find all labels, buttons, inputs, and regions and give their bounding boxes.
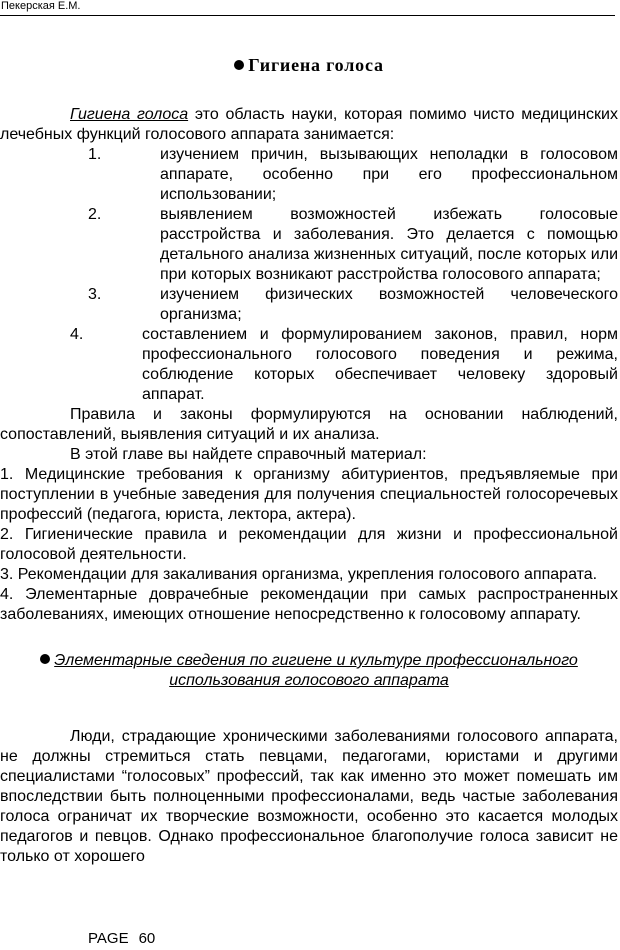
list-item-text: изучением физических возможностей человеческого организма; (160, 286, 618, 323)
subsection-title-line1: Элементарные сведения по гигиене и культуре профессионального (54, 652, 578, 669)
rules-paragraph: Правила и законы формулируются на основании наблюдений, сопоставлений, выявления ситуаций и их анализа. (0, 406, 618, 443)
list-item-number: 3. (88, 286, 102, 303)
intro-term: Гигиена голоса (70, 106, 189, 123)
header-author: Пекерская Е.М. (1, 0, 81, 12)
material-item: 2. Гигиенические правила и рекомендации для жизни и профессиональной голосовой деятельности. (0, 526, 618, 563)
page-label: PAGE (88, 930, 129, 947)
list-item (0, 145, 618, 205)
list-item (0, 285, 618, 325)
list-item (0, 325, 618, 405)
page-content (0, 55, 618, 867)
material-item: 3. Рекомендации для закаливания организма, укрепления голосового аппарата. (0, 566, 598, 583)
list-item-number: 1. (88, 146, 102, 163)
list-item-text: изучением причин, вызывающих неполадки в голосовом аппарате, особенно при его профессиональном использовании; (160, 146, 618, 203)
list-item-number: 4. (70, 326, 84, 343)
page-footer (88, 930, 155, 948)
list-item-text: выявлением возможностей избежать голосовые расстройства и заболевания. Это делается с помощью детального анализа жизненных ситуаций, после которых или при которых возникают расстройства голосового аппарата; (160, 206, 618, 283)
chapter-paragraph: В этой главе вы найдете справочный материал: (70, 446, 427, 463)
material-item: 4. Элементарные доврачебные рекомендации при самых распространенных заболеваниях, имеющих отношение непосредственно к голосовому аппарату. (0, 586, 618, 623)
running-header (0, 0, 615, 16)
list-item-text: составлением и формулированием законов, правил, норм профессионального голосового поведения и режима, соблюдение которых обеспечивает человеку здоровый аппарат. (142, 326, 618, 403)
section-title: Гигиена голоса (248, 55, 384, 75)
list-item-number: 2. (88, 206, 102, 223)
subsection-title-line2: использования голосового аппарата (169, 672, 449, 689)
subsection-heading (0, 651, 618, 691)
intro-paragraph (0, 105, 618, 145)
intro-text: это область науки, которая помимо чисто медицинских лечебных функций голосового аппарата занимается: (0, 106, 618, 143)
subsection-paragraph: Люди, страдающие хроническими заболеваниями голосового аппарата, не должны стремиться стать певцами, педагогами, юристами и другими специалистами “голосовых” профессий, так как именно это может помешать им впоследствии быть полноценными профессионалами, ведь частые заболевания голоса ограничат их творческие возможности, особенно это касается молодых педагогов и певцов. Однако профессиональное благополучие голоса зависит не только от хорошего (0, 728, 618, 865)
section-heading (0, 55, 618, 77)
material-item: 1. Медицинские требования к организму абитуриентов, предъявляемые при поступлении в учебные заведения для получения специальностей голосоречевых профессий (педагога, юриста, лектора, актера). (0, 466, 618, 523)
bullet-icon (40, 654, 50, 664)
page-number: 60 (138, 930, 156, 947)
bullet-icon (234, 60, 244, 70)
list-item (0, 205, 618, 285)
